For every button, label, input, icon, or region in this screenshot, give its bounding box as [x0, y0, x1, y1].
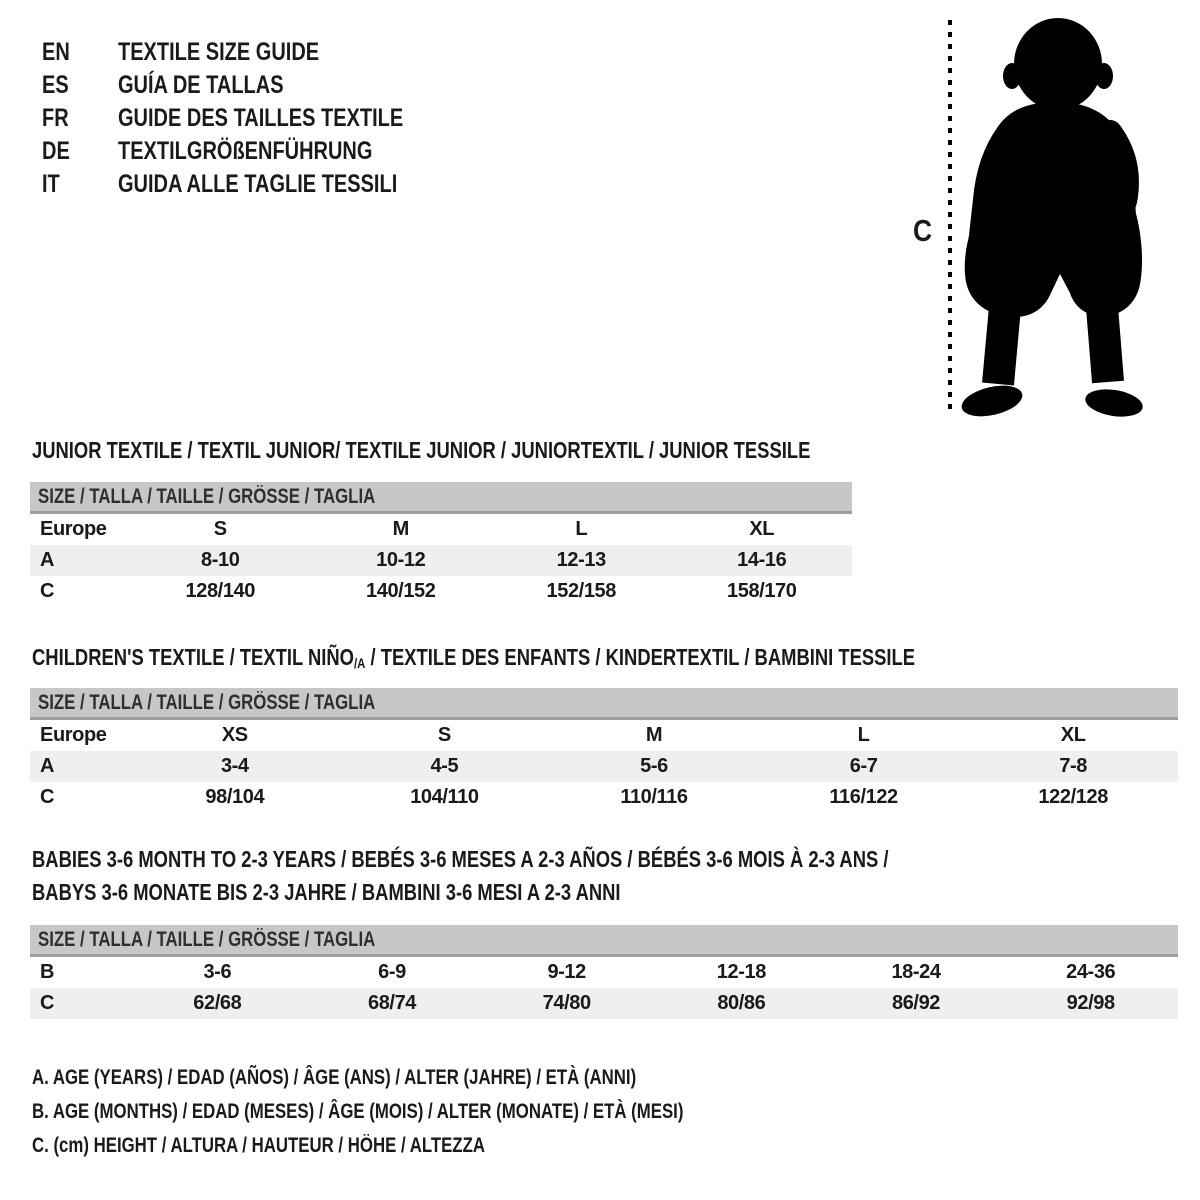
- height-cell: 116/122: [829, 786, 898, 808]
- language-label: GUIDE DES TAILLES TEXTILE: [118, 104, 404, 132]
- size-header-bar: [30, 925, 1178, 957]
- age-cell: 4-5: [430, 755, 459, 777]
- row-label: B: [40, 961, 55, 983]
- language-row-de: [42, 135, 403, 168]
- babies-section-title: [32, 846, 1103, 912]
- height-cell: 104/110: [410, 786, 479, 808]
- height-cell: 80/86: [717, 992, 766, 1014]
- size-header-label: SIZE / TALLA / TAILLE / GRÖSSE / TAGLIA: [38, 690, 376, 714]
- table-row-height-cm: [30, 576, 852, 607]
- language-label: GUÍA DE TALLAS: [118, 71, 284, 99]
- age-cell: 6-7: [849, 755, 878, 777]
- size-header-label: SIZE / TALLA / TAILLE / GRÖSSE / TAGLIA: [38, 927, 376, 951]
- legend-line-height: C. (cm) HEIGHT / ALTURA / HAUTEUR / HÖHE / ALTEZZA: [32, 1134, 485, 1157]
- row-label: C: [40, 786, 55, 808]
- age-cell: 8-10: [201, 549, 240, 571]
- row-label: C: [40, 992, 55, 1014]
- height-cell: 98/104: [205, 786, 265, 808]
- children-section-title: [32, 644, 915, 671]
- table-row-europe: [30, 514, 852, 545]
- junior-section-title: JUNIOR TEXTILE / TEXTIL JUNIOR/ TEXTILE JUNIOR / JUNIORTEXTIL / JUNIOR TESSILE: [32, 437, 811, 463]
- height-cell: 86/92: [891, 992, 941, 1014]
- size-cell: XS: [221, 724, 248, 746]
- babies-title-line-2: BABYS 3-6 MONATE BIS 2-3 JAHRE / BAMBINI 3-6 MESI A 2-3 ANNI: [32, 879, 621, 905]
- row-label: C: [40, 580, 55, 602]
- size-cell: L: [575, 518, 588, 540]
- table-row-age-years: [30, 545, 852, 576]
- children-title-before: CHILDREN'S TEXTILE / TEXTIL NIÑO: [32, 644, 354, 670]
- age-cell: 12-18: [716, 961, 766, 983]
- size-cell: XL: [1060, 724, 1086, 746]
- language-code: DE: [42, 137, 70, 165]
- row-label: A: [40, 549, 55, 571]
- babies-size-table: [30, 925, 1178, 1019]
- height-cell: 68/74: [367, 992, 417, 1014]
- language-label: GUIDA ALLE TAGLIE TESSILI: [118, 170, 398, 198]
- age-cell: 12-13: [556, 549, 606, 571]
- height-cell: 140/152: [366, 580, 436, 602]
- height-cell: 62/68: [193, 992, 242, 1014]
- height-measure-label: C: [913, 213, 933, 248]
- legend-line-age-months: B. AGE (MONTHS) / EDAD (MESES) / ÂGE (MOIS) / ALTER (MONATE) / ETÀ (MESI): [32, 1100, 684, 1123]
- size-cell: S: [213, 518, 227, 540]
- age-cell: 18-24: [891, 961, 941, 983]
- age-cell: 10-12: [376, 549, 426, 571]
- language-code: IT: [42, 170, 60, 198]
- height-cell: 158/170: [727, 580, 797, 602]
- language-code: FR: [42, 104, 69, 132]
- language-row-it: [42, 168, 403, 201]
- row-label: Europe: [40, 518, 107, 540]
- language-code: ES: [42, 71, 69, 99]
- children-title-sub: /A: [353, 656, 366, 673]
- size-cell: M: [392, 518, 409, 540]
- junior-size-table: [30, 482, 852, 607]
- children-title-after: / TEXTILE DES ENFANTS / KINDERTEXTIL / BAMBINI TESSILE: [365, 644, 916, 670]
- measurement-legend: [32, 1066, 846, 1168]
- language-row-es: [42, 69, 403, 102]
- height-cell: 122/128: [1038, 786, 1108, 808]
- height-cell: 152/158: [546, 580, 616, 602]
- table-row-age-months: [30, 957, 1178, 988]
- babies-title-line-1: BABIES 3-6 MONTH TO 2-3 YEARS / BEBÉS 3-6 MESES A 2-3 AÑOS / BÉBÉS 3-6 MOIS À 2-3 ANS /: [32, 846, 889, 872]
- language-title-list: [42, 36, 494, 201]
- table-row-europe: [30, 720, 1178, 751]
- age-cell: 5-6: [640, 755, 668, 777]
- size-cell: S: [437, 724, 451, 746]
- language-row-fr: [42, 102, 403, 135]
- age-cell: 6-9: [378, 961, 406, 983]
- age-cell: 3-6: [203, 961, 232, 983]
- row-label: Europe: [40, 724, 107, 746]
- table-row-height-cm: [30, 988, 1178, 1019]
- legend-line-age-years: A. AGE (YEARS) / EDAD (AÑOS) / ÂGE (ANS) / ALTER (JAHRE) / ETÀ (ANNI): [32, 1066, 637, 1089]
- size-cell: L: [857, 724, 870, 746]
- height-cell: 128/140: [185, 580, 255, 602]
- language-label: TEXTILE SIZE GUIDE: [118, 38, 320, 66]
- size-cell: XL: [749, 518, 775, 540]
- age-cell: 24-36: [1066, 961, 1116, 983]
- size-header-bar: [30, 688, 1178, 720]
- size-cell: M: [645, 724, 663, 746]
- children-size-table: [30, 688, 1178, 813]
- toddler-silhouette-shape: [959, 18, 1145, 420]
- language-label: TEXTILGRÖßENFÜHRUNG: [118, 137, 373, 165]
- row-label: A: [40, 755, 55, 777]
- table-row-age-years: [30, 751, 1178, 782]
- age-cell: 9-12: [547, 961, 586, 983]
- toddler-silhouette-icon: [895, 12, 1145, 420]
- size-header-bar: [30, 482, 852, 514]
- height-cell: 110/116: [620, 786, 688, 808]
- table-row-height-cm: [30, 782, 1178, 813]
- age-cell: 3-4: [220, 755, 249, 777]
- age-cell: 14-16: [737, 549, 787, 571]
- age-cell: 7-8: [1059, 755, 1088, 777]
- height-cell: 92/98: [1066, 992, 1115, 1014]
- language-row-en: [42, 36, 403, 69]
- size-header-label: SIZE / TALLA / TAILLE / GRÖSSE / TAGLIA: [38, 484, 376, 508]
- height-cell: 74/80: [542, 992, 591, 1014]
- language-code: EN: [42, 38, 70, 66]
